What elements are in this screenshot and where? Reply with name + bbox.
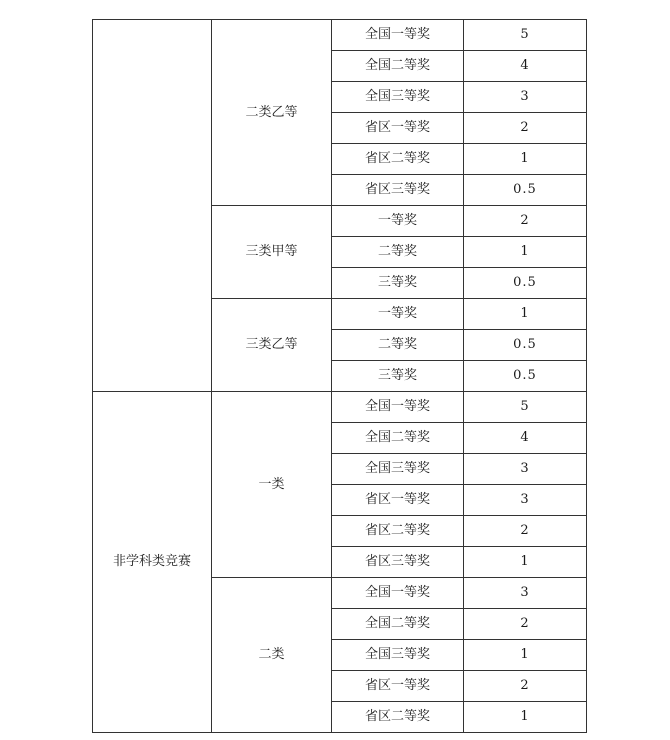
award-level-cell: 全国一等奖 <box>332 578 464 609</box>
award-level-cell: 全国二等奖 <box>332 51 464 82</box>
score-cell: 1 <box>464 299 587 330</box>
award-level-cell: 省区三等奖 <box>332 547 464 578</box>
award-level-cell: 省区一等奖 <box>332 671 464 702</box>
award-level-cell: 二等奖 <box>332 237 464 268</box>
score-cell: 5 <box>464 392 587 423</box>
score-cell: 2 <box>464 609 587 640</box>
award-level-cell: 二等奖 <box>332 330 464 361</box>
competition-level-cell: 三类乙等 <box>212 299 332 392</box>
score-cell: 0.5 <box>464 361 587 392</box>
score-cell: 0.5 <box>464 268 587 299</box>
score-cell: 4 <box>464 51 587 82</box>
competition-category-cell: 非学科类竞赛 <box>93 392 212 733</box>
award-level-cell: 全国三等奖 <box>332 454 464 485</box>
competition-level-cell: 三类甲等 <box>212 206 332 299</box>
award-level-cell: 省区一等奖 <box>332 485 464 516</box>
award-level-cell: 全国二等奖 <box>332 423 464 454</box>
award-level-cell: 全国一等奖 <box>332 392 464 423</box>
score-cell: 1 <box>464 640 587 671</box>
award-level-cell: 全国一等奖 <box>332 20 464 51</box>
award-level-cell: 省区三等奖 <box>332 175 464 206</box>
score-cell: 3 <box>464 578 587 609</box>
award-level-cell: 省区二等奖 <box>332 702 464 733</box>
award-level-cell: 省区一等奖 <box>332 113 464 144</box>
award-level-cell: 三等奖 <box>332 361 464 392</box>
award-level-cell: 全国二等奖 <box>332 609 464 640</box>
award-level-cell: 省区二等奖 <box>332 516 464 547</box>
table-row <box>93 392 587 423</box>
score-cell: 1 <box>464 547 587 578</box>
competition-level-cell: 二类乙等 <box>212 20 332 206</box>
score-cell: 1 <box>464 702 587 733</box>
table-row <box>93 20 587 51</box>
score-cell: 0.5 <box>464 330 587 361</box>
award-level-cell: 一等奖 <box>332 299 464 330</box>
score-cell: 1 <box>464 237 587 268</box>
score-cell: 5 <box>464 20 587 51</box>
score-cell: 0.5 <box>464 175 587 206</box>
award-level-cell: 全国三等奖 <box>332 82 464 113</box>
competition-level-cell: 一类 <box>212 392 332 578</box>
table-body <box>93 20 587 733</box>
score-cell: 2 <box>464 516 587 547</box>
score-cell: 3 <box>464 82 587 113</box>
award-score-table <box>92 19 587 733</box>
award-level-cell: 省区二等奖 <box>332 144 464 175</box>
score-cell: 1 <box>464 144 587 175</box>
score-cell: 3 <box>464 454 587 485</box>
award-level-cell: 全国三等奖 <box>332 640 464 671</box>
score-cell: 2 <box>464 206 587 237</box>
score-cell: 2 <box>464 671 587 702</box>
competition-category-cell <box>93 20 212 392</box>
score-cell: 2 <box>464 113 587 144</box>
competition-level-cell: 二类 <box>212 578 332 733</box>
award-level-cell: 三等奖 <box>332 268 464 299</box>
award-level-cell: 一等奖 <box>332 206 464 237</box>
score-cell: 3 <box>464 485 587 516</box>
score-cell: 4 <box>464 423 587 454</box>
